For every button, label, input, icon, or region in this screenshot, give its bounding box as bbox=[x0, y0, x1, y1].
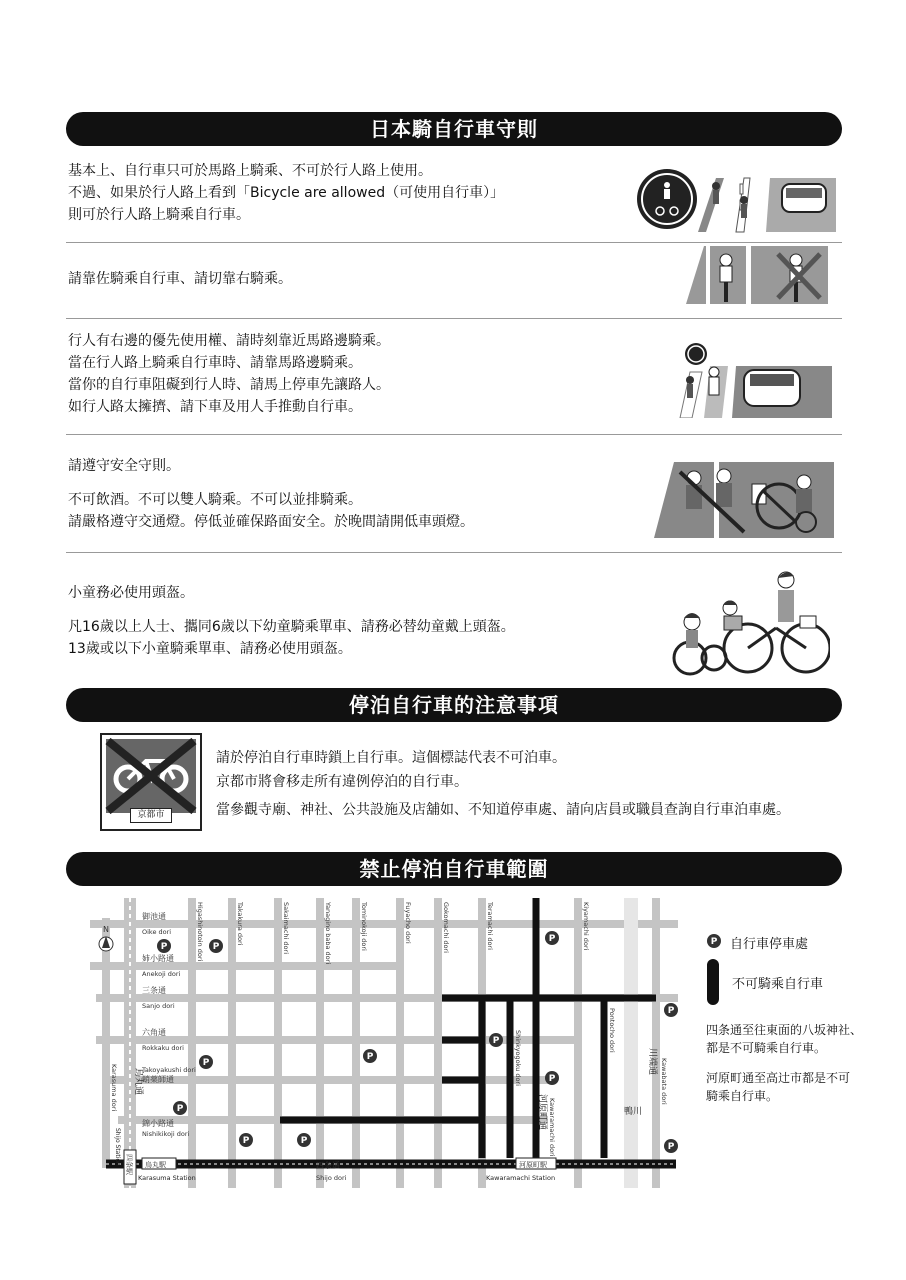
no-parking-sign bbox=[100, 733, 202, 831]
text-line: 13歲或以下小童騎乘單車、請務必使用頭盔。 bbox=[68, 641, 352, 657]
section-title-cycling-rules: 日本騎自行車守則 bbox=[66, 112, 842, 146]
street-label-en: Karasuma dori bbox=[110, 1064, 118, 1112]
station-label-en: Kawaramachi Station bbox=[486, 1174, 556, 1182]
parking-marker-icon bbox=[664, 1139, 678, 1153]
street-label-en: Sakaimachi dori bbox=[282, 902, 290, 955]
parking-marker-icon bbox=[489, 1033, 503, 1047]
street-label-jp: 四条通 bbox=[316, 1161, 340, 1170]
svg-text:P: P bbox=[667, 1006, 675, 1016]
rule-4-text bbox=[68, 455, 474, 533]
street-label-jp: 姉小路通 bbox=[142, 954, 174, 963]
street-label-en: Shinkyogoku dori bbox=[514, 1030, 522, 1086]
svg-text:P: P bbox=[212, 942, 220, 952]
divider bbox=[66, 242, 842, 243]
text-line: 如行人路太擁擠、請下車及用人手推動自行車。 bbox=[68, 399, 362, 415]
svg-text:P: P bbox=[202, 1058, 210, 1068]
svg-text:P: P bbox=[548, 1074, 556, 1084]
legend-parking-label: 自行車停車處 bbox=[730, 937, 809, 952]
svg-text:P: P bbox=[492, 1036, 500, 1046]
text-line: 凡16歲以上人士、攜同6歲以下幼童騎乘單車、請務必替幼童戴上頭盔。 bbox=[68, 619, 515, 635]
svg-text:P: P bbox=[242, 1136, 250, 1146]
street-label-en: Takakura dori bbox=[236, 902, 244, 946]
street-label-jp: 三条通 bbox=[142, 986, 166, 995]
divider bbox=[66, 434, 842, 435]
text-line: 行人有右邊的優先使用權、請時刻靠近馬路邊騎乘。 bbox=[68, 333, 390, 349]
parking-marker-icon bbox=[209, 939, 223, 953]
street-label-jp: 錦小路通 bbox=[142, 1119, 174, 1128]
svg-text:P: P bbox=[366, 1052, 374, 1062]
street-label-en: Tominokoji dori bbox=[360, 902, 368, 951]
street-label-jp: 河原町通 bbox=[537, 1094, 547, 1131]
parking-marker-icon bbox=[545, 931, 559, 945]
station-label-jp: 河原町駅 bbox=[519, 1161, 547, 1169]
street-label-en: Shijo dori bbox=[316, 1174, 347, 1182]
text-line: 不可飲酒。不可以雙人騎乘。不可以並排騎乘。 bbox=[68, 492, 362, 508]
parking-marker-icon bbox=[173, 1101, 187, 1115]
text-line: 當在行人路上騎乘自行車時、請靠馬路邊騎乘。 bbox=[68, 355, 362, 371]
street-label-en: Fuyacho dori bbox=[404, 902, 412, 944]
text-line: 則可於行人路上騎乘自行車。 bbox=[68, 207, 250, 223]
station-label-en: Karasuma Station bbox=[138, 1174, 196, 1182]
text-line: 基本上、自行車只可於馬路上騎乘、不可於行人路上使用。 bbox=[68, 163, 432, 179]
parking-marker-icon bbox=[157, 939, 171, 953]
parking-marker-icon bbox=[545, 1071, 559, 1085]
divider bbox=[66, 552, 842, 553]
svg-text:P: P bbox=[300, 1136, 308, 1146]
svg-text:P: P bbox=[160, 942, 168, 952]
divider bbox=[66, 318, 842, 319]
street-label-en: Anekoji dori bbox=[142, 970, 181, 978]
rule-1-text bbox=[68, 160, 504, 226]
svg-text:P: P bbox=[176, 1104, 184, 1114]
street-label-en: Sanjo dori bbox=[142, 1002, 175, 1010]
station-label-en: Shijo Station bbox=[114, 1128, 121, 1166]
parking-marker-icon bbox=[239, 1133, 253, 1147]
parking-marker-icon bbox=[199, 1055, 213, 1069]
bicycle-allowed-illustration bbox=[636, 168, 836, 234]
street-label-en: Pontocho dori bbox=[608, 1008, 616, 1053]
street-label-en: Oike dori bbox=[142, 928, 172, 936]
north-arrow-icon bbox=[99, 925, 113, 951]
street-label-en: Gokomachi dori bbox=[442, 902, 450, 953]
street-label-en: Higashinotoin dori bbox=[196, 902, 204, 962]
north-label: N bbox=[103, 925, 109, 934]
parking-marker-icon bbox=[706, 933, 722, 949]
street-label-jp: 烏丸通 bbox=[133, 1068, 143, 1096]
svg-text:P: P bbox=[667, 1142, 675, 1152]
station-label-jp: 四条駅 bbox=[125, 1154, 133, 1175]
sign-label: 京都市 bbox=[130, 808, 172, 823]
parking-marker-icon bbox=[297, 1133, 311, 1147]
text-line: 騎乘自行車。 bbox=[706, 1089, 779, 1103]
no-ride-street-icon bbox=[707, 959, 719, 1005]
section-title-parking-notes: 停泊自行車的注意事項 bbox=[66, 688, 842, 722]
helmet-illustration bbox=[662, 568, 830, 678]
street-label-en: Kiyamachi dori bbox=[582, 902, 590, 951]
station-label-jp: 烏丸駅 bbox=[145, 1161, 166, 1169]
street-label-en: Rokkaku dori bbox=[142, 1044, 184, 1052]
rule-2-text bbox=[68, 268, 292, 290]
parking-marker-icon bbox=[363, 1049, 377, 1063]
text-line: 請靠佐騎乘自行車、請切靠右騎乘。 bbox=[68, 271, 292, 287]
rule-3-text bbox=[68, 330, 390, 418]
safety-rules-illustration bbox=[654, 462, 834, 538]
legend-no-ride-label: 不可騎乘自行車 bbox=[732, 977, 824, 992]
map-legend bbox=[706, 933, 862, 1105]
text-line: 請嚴格遵守交通燈。停低並確保路面安全。於晚間請開低車頭燈。 bbox=[68, 514, 474, 530]
no-parking-zone-map bbox=[88, 888, 688, 1198]
street-label-en: Kawaramachi dori bbox=[548, 1098, 556, 1157]
street-label-en: Nishikikoji dori bbox=[142, 1130, 190, 1138]
street-label-en: Takoyakushi dori bbox=[142, 1066, 196, 1074]
parking-marker-icon bbox=[664, 1003, 678, 1017]
legend-note-2 bbox=[706, 1069, 862, 1105]
text-line: 當你的自行車阻礙到行人時、請馬上停車先讓路人。 bbox=[68, 377, 390, 393]
text-line: 京都市將會移走所有違例停泊的自行車。 bbox=[216, 774, 468, 790]
river-label: 鴨川 bbox=[624, 1107, 643, 1117]
text-line: 不過、如果於行人路上看到「Bicycle are allowed（可使用自行車）」 bbox=[68, 185, 505, 201]
street-label-en: Teramachi dori bbox=[486, 902, 494, 950]
text-line: 小童務必使用頭盔。 bbox=[68, 585, 194, 601]
text-line: 都是不可騎乘自行車。 bbox=[706, 1041, 827, 1055]
pedestrian-priority-illustration bbox=[676, 342, 832, 418]
text-line: 河原町通至高辻市都是不可 bbox=[706, 1071, 851, 1085]
keep-left-illustration bbox=[686, 246, 828, 304]
street-label-jp: 蛸薬師通 bbox=[142, 1075, 174, 1084]
street-label-jp: 御池通 bbox=[142, 912, 166, 921]
rule-5-text bbox=[68, 582, 515, 660]
text-line: 請於停泊自行車時鎖上自行車。這個標誌代表不可泊車。 bbox=[216, 750, 566, 766]
text-line: 四条通至往東面的八坂神社、 bbox=[706, 1023, 863, 1037]
street-label-en: Kawabata dori bbox=[660, 1058, 668, 1105]
svg-text:P: P bbox=[548, 934, 556, 944]
svg-text:P: P bbox=[710, 937, 718, 947]
text-line: 請遵守安全守則。 bbox=[68, 458, 180, 474]
legend-note-1 bbox=[706, 1021, 862, 1057]
section-title-no-parking-zone: 禁止停泊自行車範圍 bbox=[66, 852, 842, 886]
street-label-jp: 六角通 bbox=[142, 1028, 166, 1037]
street-label-en: Yanagino baba dori bbox=[324, 902, 332, 965]
text-line: 當參觀寺廟、神社、公共設施及店舖如、不知道停車處、請向店員或職員查詢自行車泊車處。 bbox=[216, 802, 790, 818]
parking-notes-text bbox=[216, 746, 790, 822]
street-label-jp: 川端通 bbox=[647, 1048, 657, 1076]
